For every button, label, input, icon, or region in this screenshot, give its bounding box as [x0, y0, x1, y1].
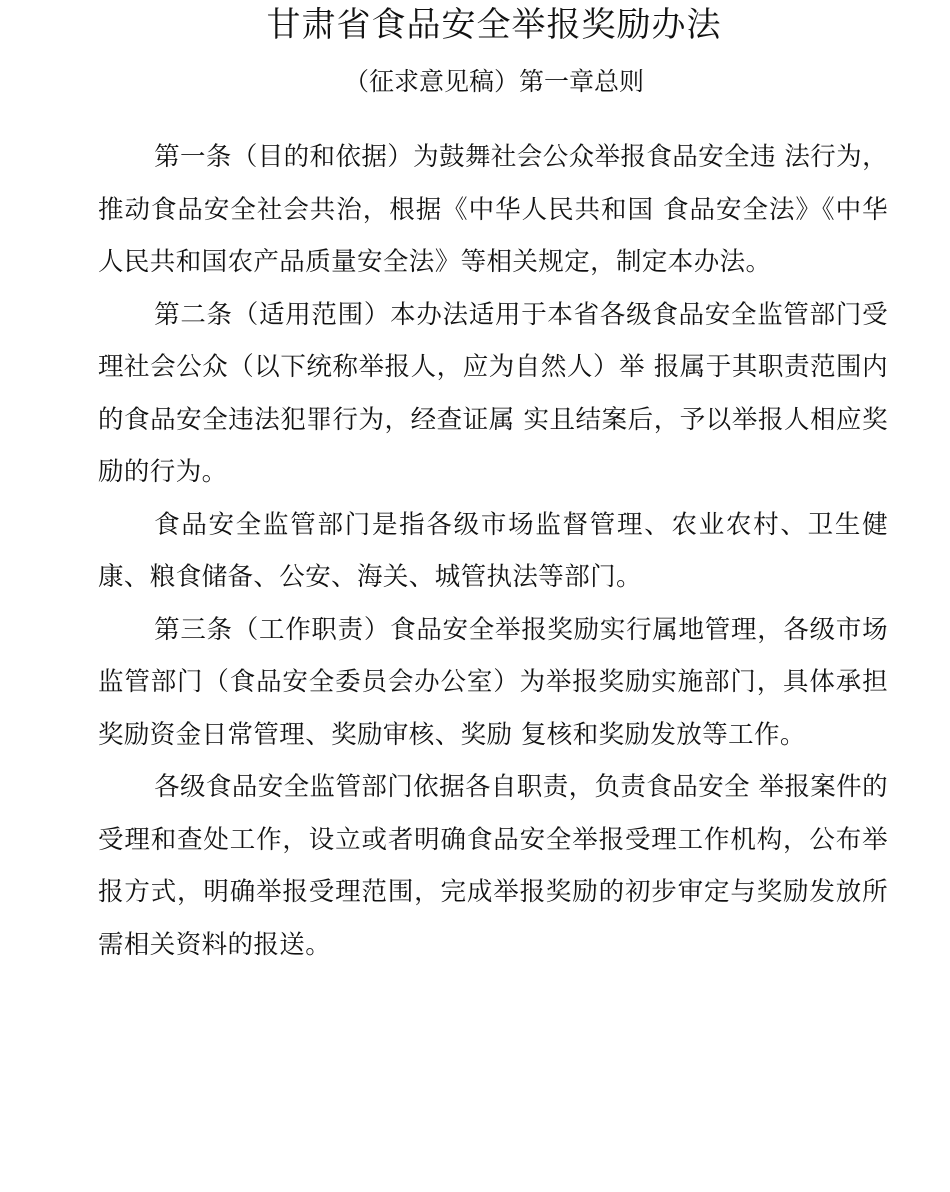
paragraph-article-3-detail: 各级食品安全监管部门依据各自职责，负责食品安全 举报案件的受理和查处工作，设立或者明确食品安全举报受理工作机构，公布举报方式，明确举报受理范围，完成举报奖励的初步审定与奖励发放所需相关资料的报送。 — [98, 772, 888, 960]
document-subtitle: （征求意见稿）第一章总则 — [343, 67, 644, 96]
document-title: 甘肃省食品安全举报奖励办法 — [266, 5, 722, 45]
paragraph-article-2-note: 食品安全监管部门是指各级市场监督管理、农业农村、卫生健康、粮食储备、公安、海关、城管执法等部门。 — [98, 509, 888, 592]
paragraph-article-2: 第二条（适用范围）本办法适用于本省各级食品安全监管部门受理社会公众（以下统称举报人，应为自然人）举 报属于其职责范围内的食品安全违法犯罪行为，经查证属 实且结案后，予以举报人相应奖励的行为。 — [98, 299, 888, 487]
paragraph-article-1: 第一条（目的和依据）为鼓舞社会公众举报食品安全违 法行为，推动食品安全社会共治，根据《中华人民共和国 食品安全法》《中华人民共和国农产品质量安全法》等相关规定，制定本办法。 — [98, 142, 888, 277]
document-body — [98, 131, 888, 971]
paragraph-article-3: 第三条（工作职责）食品安全举报奖励实行属地管理，各级市场监管部门（食品安全委员会办公室）为举报奖励实施部门，具体承担奖励资金日常管理、奖励审核、奖励 复核和奖励发放等工作。 — [98, 614, 888, 750]
